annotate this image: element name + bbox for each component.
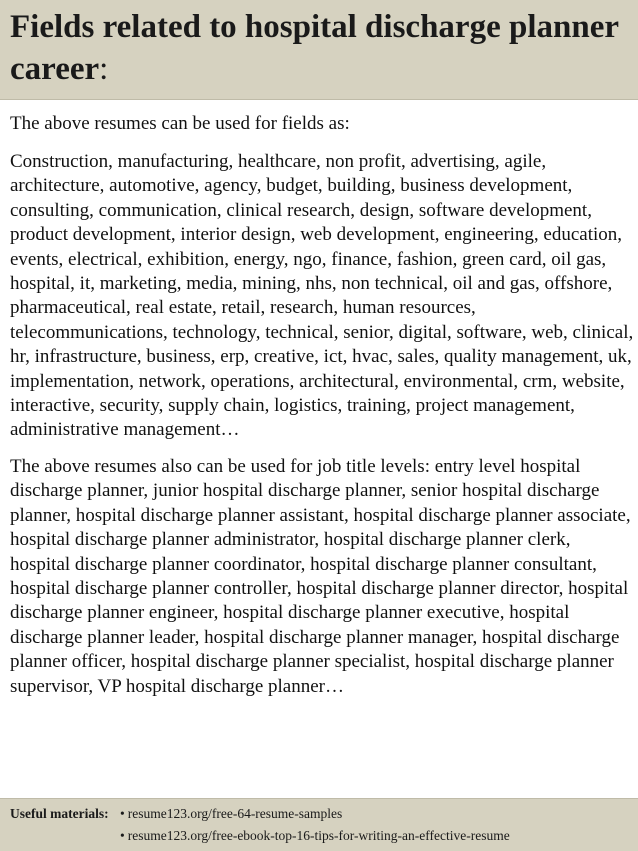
fields-paragraph: Construction, manufacturing, healthcare, non profit, advertising, agile, architecture, automotive, agency, budget, building, business development, consulting, communication, clinical research, design, software development, product development, interior design, web development, engineering, education, events, electrical, exhibition, energy, ngo, finance, fashion, green card, oil gas, hospital, it, marketing, media, mining, nhs, non technical, oil and gas, offshore, pharmaceutical, real estate, retail, research, human resources, telecommunications, technology, technical, senior, digital, software, web, clinical, hr, infrastructure, business, erp, creative, ict, hvac, sales, quality management, uk, implementation, network, operations, architectural, environmental, crm, website, interactive, security, supply chain, logistics, training, project management, administrative management…	[10, 151, 634, 441]
resume-samples-link[interactable]: resume123.org/free-64-resume-samples	[127, 806, 343, 821]
page-title	[10, 6, 628, 90]
bullet-icon: •	[120, 828, 125, 843]
useful-materials-list	[120, 803, 510, 847]
list-item	[120, 803, 510, 825]
intro-text: The above resumes can be used for fields as:	[10, 113, 350, 134]
footer-band	[0, 798, 638, 851]
title-band	[0, 0, 638, 100]
page-title-colon: :	[99, 51, 109, 87]
bullet-icon: •	[120, 806, 125, 821]
main-content	[10, 112, 634, 699]
ebook-tips-link[interactable]: resume123.org/free-ebook-top-16-tips-for-writing-an-effective-resume	[127, 828, 510, 843]
useful-materials-label: Useful materials:	[10, 806, 109, 821]
page-title-text: Fields related to hospital discharge planner career	[10, 9, 619, 87]
list-item	[120, 825, 510, 847]
job-levels-paragraph: The above resumes also can be used for job title levels: entry level hospital discharge planner, junior hospital discharge planner, senior hospital discharge planner, hospital discharge planner assistant, hospital discharge planner associate, hospital discharge planner administrator, hospital discharge planner clerk, hospital discharge planner coordinator, hospital discharge planner consultant, hospital discharge planner controller, hospital discharge planner director, hospital discharge planner engineer, hospital discharge planner executive, hospital discharge planner leader, hospital discharge planner manager, hospital discharge planner officer, hospital discharge planner specialist, hospital discharge planner supervisor, VP hospital discharge planner…	[10, 455, 631, 697]
